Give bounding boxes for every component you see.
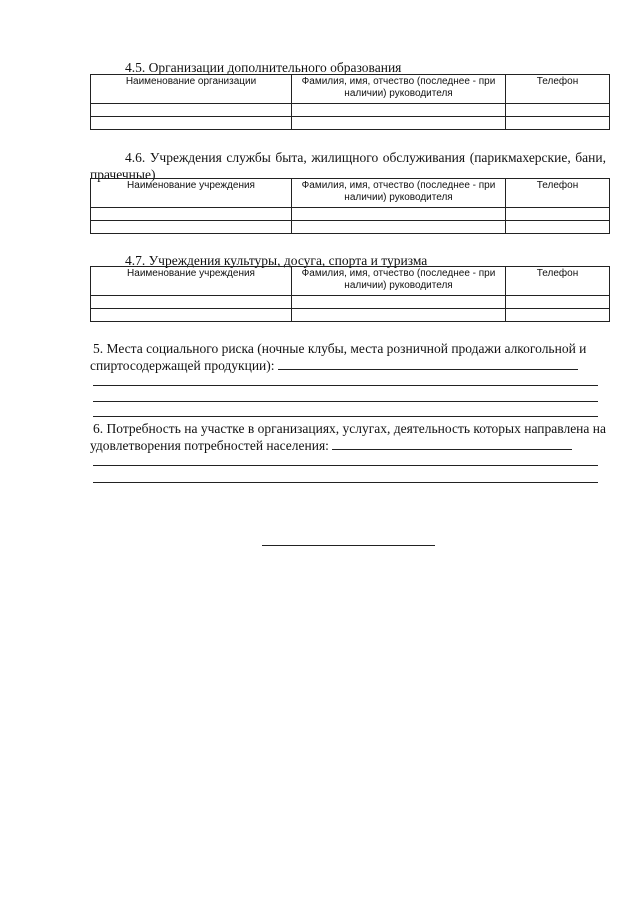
table-header-row xyxy=(91,75,610,104)
item-5-answer-line-2[interactable] xyxy=(93,401,598,402)
col-head-fullname: Фамилия, имя, отчество (последнее - при наличии) руководителя xyxy=(292,179,506,208)
table-4-5 xyxy=(90,74,610,130)
col-institution-name: Наименование учреждения xyxy=(91,267,292,296)
table-cell[interactable] xyxy=(292,296,506,309)
table-4-6 xyxy=(90,178,610,234)
table-cell[interactable] xyxy=(91,104,292,117)
item-6-text xyxy=(90,420,606,454)
table-row xyxy=(91,104,610,117)
table-cell[interactable] xyxy=(292,221,506,234)
table-4-7 xyxy=(90,266,610,322)
table-row xyxy=(91,117,610,130)
table-header-row xyxy=(91,267,610,296)
table-cell[interactable] xyxy=(292,208,506,221)
item-5-answer-line-1[interactable] xyxy=(93,385,598,386)
table-row xyxy=(91,296,610,309)
item-6-answer-line-2[interactable] xyxy=(93,482,598,483)
table-cell[interactable] xyxy=(506,104,610,117)
col-phone: Телефон xyxy=(506,75,610,104)
item-6-fill-line[interactable] xyxy=(332,437,572,450)
table-cell[interactable] xyxy=(91,309,292,322)
col-institution-name: Наименование учреждения xyxy=(91,179,292,208)
table-cell[interactable] xyxy=(292,104,506,117)
table-cell[interactable] xyxy=(506,296,610,309)
section-4-7-title: 4.7. Учреждения культуры, досуга, спорта и туризма xyxy=(125,253,428,268)
table-row xyxy=(91,208,610,221)
section-4-5-title: 4.5. Организации дополнительного образования xyxy=(125,60,402,75)
table-header-row xyxy=(91,179,610,208)
section-4-6-title: 4.6. Учреждения службы быта, жилищного обслуживания (парикмахерские, бани, прачечные) xyxy=(90,150,606,182)
end-separator-line xyxy=(262,545,435,546)
table-cell[interactable] xyxy=(91,208,292,221)
table-cell[interactable] xyxy=(506,208,610,221)
col-head-fullname: Фамилия, имя, отчество (последнее - при наличии) руководителя xyxy=(292,75,506,104)
item-5-text xyxy=(90,340,606,374)
table-cell[interactable] xyxy=(506,117,610,130)
table-row xyxy=(91,309,610,322)
item-5-answer-line-3[interactable] xyxy=(93,416,598,417)
table-cell[interactable] xyxy=(91,117,292,130)
col-phone: Телефон xyxy=(506,267,610,296)
table-cell[interactable] xyxy=(292,309,506,322)
table-cell[interactable] xyxy=(506,309,610,322)
table-cell[interactable] xyxy=(91,296,292,309)
table-cell[interactable] xyxy=(91,221,292,234)
col-head-fullname: Фамилия, имя, отчество (последнее - при наличии) руководителя xyxy=(292,267,506,296)
table-row xyxy=(91,221,610,234)
item-5-fill-line[interactable] xyxy=(278,357,578,370)
table-cell[interactable] xyxy=(292,117,506,130)
col-organization-name: Наименование организации xyxy=(91,75,292,104)
item-6-label: 6. Потребность на участке в организациях, услугах, деятельность которых направлена на удовлетворения потребностей населения: xyxy=(90,421,606,453)
item-5-label: 5. Места социального риска (ночные клубы, места розничной продажи алкогольной и спиртосодержащей продукции): xyxy=(90,341,587,373)
col-phone: Телефон xyxy=(506,179,610,208)
item-6-answer-line-1[interactable] xyxy=(93,465,598,466)
table-cell[interactable] xyxy=(506,221,610,234)
